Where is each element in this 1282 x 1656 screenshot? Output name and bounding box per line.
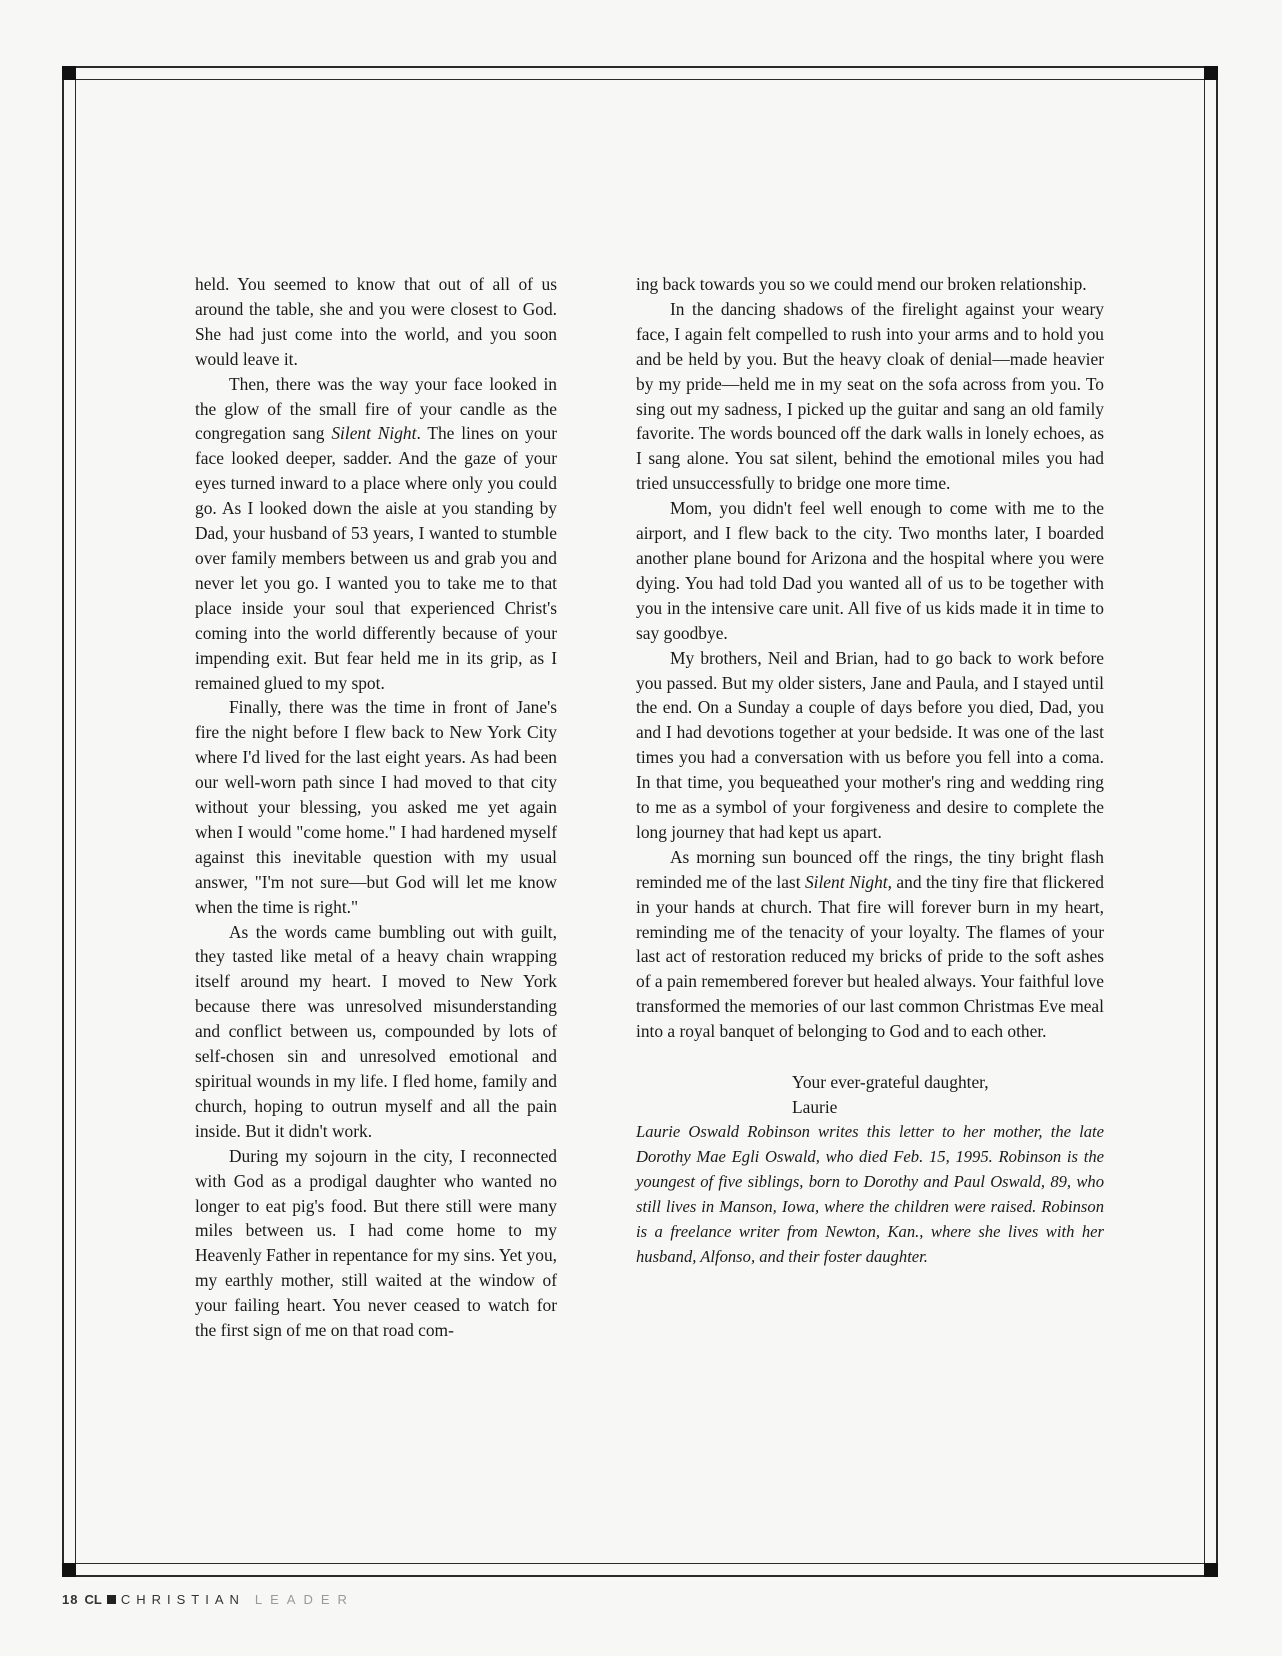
song-title: Silent Night (331, 423, 417, 444)
frame-top-rule (62, 66, 1218, 80)
page-footer (62, 1592, 355, 1607)
magazine-abbrev: CL (84, 1592, 102, 1607)
paragraph: As the words came bumbling out with guilt, they tasted like metal of a heavy chain wrapping itself around my heart. I moved to New York because there was unresolved misunderstanding and conflict between us, compounded by lots of self-chosen sin and unresolved emotional and spiritual wounds in my life. I fled home, family and church, hoping to outrun myself and all the pain inside. But it didn't work. (195, 921, 557, 1141)
left-column (195, 272, 557, 1343)
signoff (636, 1070, 1104, 1120)
magazine-name-word1: CHRISTIAN (120, 1592, 245, 1607)
author-bio: Laurie Oswald Robinson writes this letter to her mother, the late Dorothy Mae Egli Oswald, who died Feb. 15, 1995. Robinson is the youngest of five siblings, born to Dorothy and Paul Oswald, 89, who still lives in Manson, Iowa, where the children were raised. Robinson is a freelance writer from Newton, Kan., where she lives with her husband, Alfonso, and their foster daughter. (636, 1122, 1104, 1266)
paragraph: Finally, there was the time in front of Jane's fire the night before I flew back to New York City where I'd lived for the last eight years. As had been our well-worn path since I had moved to that city without your blessing, you asked me yet again when I would "come home." I had hardened myself against this inevitable question with my usual answer, "I'm not sure—but God will let me know when the time is right." (195, 697, 557, 917)
magazine-name-word2: LEADER (254, 1592, 355, 1607)
page-number: 18 (62, 1592, 79, 1607)
frame-left-rule (62, 66, 76, 1577)
frame-right-rule (1204, 66, 1218, 1577)
frame-corner-bottom-left (62, 1563, 76, 1577)
frame-corner-top-right (1204, 66, 1218, 80)
right-column (636, 272, 1104, 1270)
song-title: Silent Night (804, 871, 888, 892)
paragraph: ing back towards you so we could mend our broken relationship. (636, 274, 1087, 294)
paragraph: Mom, you didn't feel well enough to come with me to the airport, and I flew back to the city. Two months later, I boarded another plane bound for Arizona and the hospital where you were dying. You had told Dad you wanted all of us to be together with you in the intensive care unit. All five of us kids made it in time to say goodbye. (636, 498, 1104, 643)
frame-bottom-rule (62, 1563, 1218, 1577)
paragraph: held. You seemed to know that out of all of us around the table, she and you were closest to God. She had just come into the world, and you soon would leave it. (195, 274, 557, 369)
frame-corner-bottom-right (1204, 1563, 1218, 1577)
paragraph: Then, there was the way your face looked in the glow of the small fire of your candle as the congregation sang Silent Night. The lines on your face looked deeper, sadder. And the gaze of your eyes turned inward to a place where only you could go. As I looked down the aisle at you standing by Dad, your husband of 53 years, I wanted to stumble over family members between us and grab you and never let you go. I wanted you to take me to that place inside your soul that experienced Christ's coming into the world differently because of your impending exit. But fear held me in its grip, as I remained glued to my spot. (195, 373, 558, 693)
paragraph: My brothers, Neil and Brian, had to go back to work before you passed. But my older sisters, Jane and Paula, and I stayed until the end. On a Sunday a couple of days before you died, Dad, you and I had devotions together at your bedside. It was one of the last times you had a conversation with us before you fell into a coma. In that time, you bequeathed your mother's ring and wedding ring to me as a symbol of your forgiveness and desire to complete the long journey that had kept us apart. (636, 647, 1104, 842)
signoff-name: Laurie (792, 1097, 838, 1118)
signoff-closing: Your ever-grateful daughter, (792, 1072, 989, 1093)
paragraph: In the dancing shadows of the firelight against your weary face, I again felt compelled to rush into your arms and to hold you and be held by you. But the heavy cloak of denial—made heavier by my pride—held me in my seat on the sofa across from you. To sing out my sadness, I picked up the guitar and sang an old family favorite. The words bounced off the dark walls in lonely echoes, as I sang alone. You sat silent, behind the emotional miles you had tried unsuccessfully to bridge one more time. (636, 298, 1104, 494)
square-bullet-icon (107, 1595, 116, 1604)
paragraph: During my sojourn in the city, I reconnected with God as a prodigal daughter who wanted no longer to eat pig's food. But there still were many miles between us. I had come home to my Heavenly Father in repentance for my sins. Yet you, my earthly mother, still waited at the window of your failing heart. You never ceased to watch for the first sign of me on that road com- (195, 1145, 557, 1341)
frame-corner-top-left (62, 66, 76, 80)
paragraph: As morning sun bounced off the rings, the tiny bright flash reminded me of the last Silent Night, and the tiny fire that flickered in your hands at church. That fire will forever burn in my heart, reminding me of the tenacity of your loyalty. The flames of your last act of restoration reduced my bricks of pride to the soft ashes of a pain remembered forever but healed always. Your faithful love transformed the memories of our last common Christmas Eve meal into a royal banquet of belonging to God and to each other. (636, 846, 1104, 1042)
